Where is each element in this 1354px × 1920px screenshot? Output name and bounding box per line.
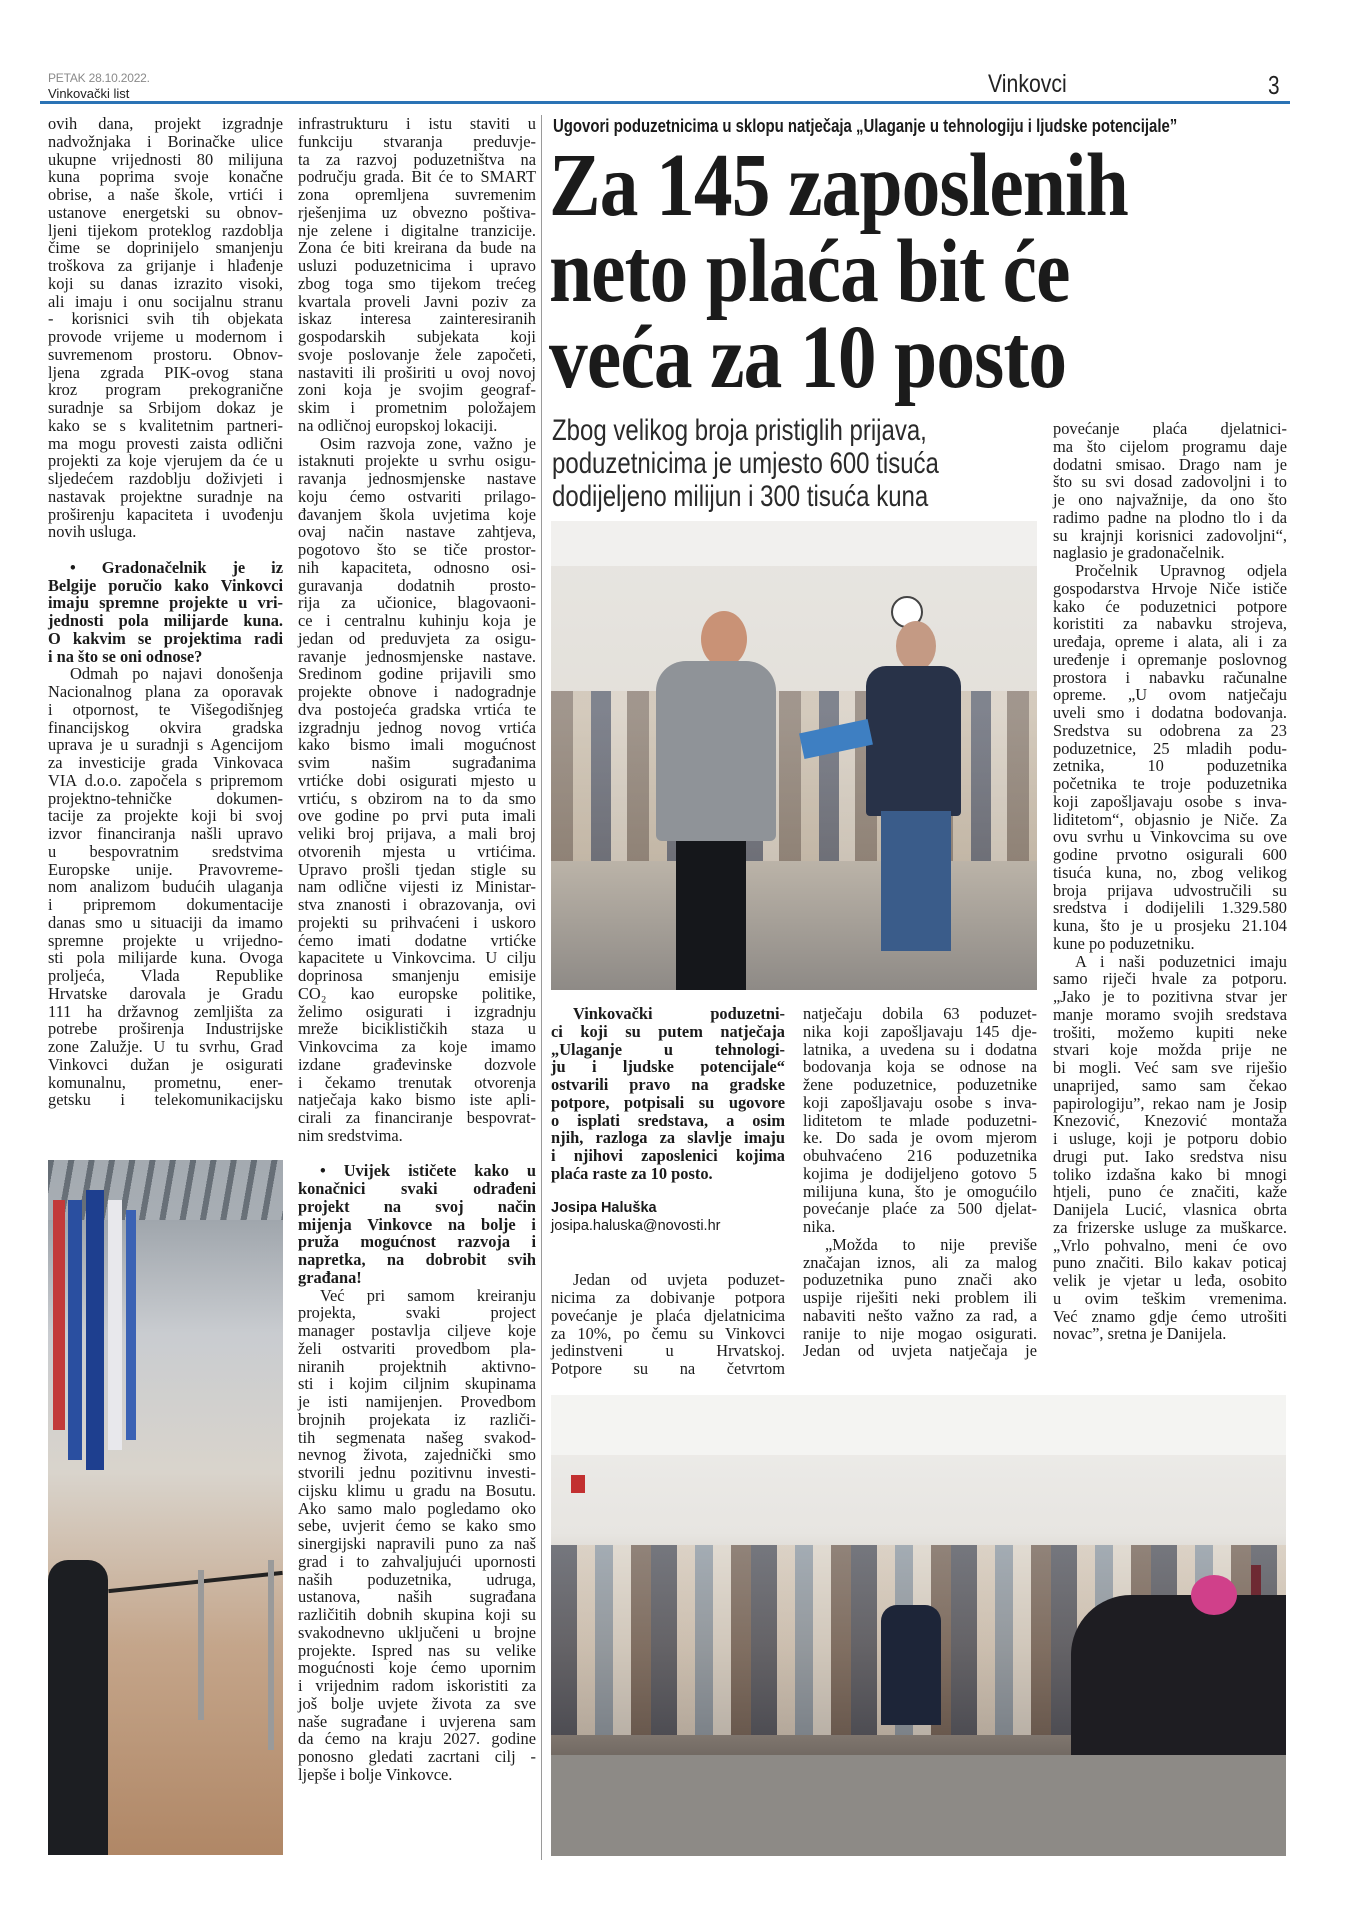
text-line: ma što cijelom programu daje <box>1053 436 1287 456</box>
text-line: cirali za financiranje bespovrat- <box>298 1108 536 1127</box>
text-line: ljepše i bolje Vinkovce. <box>298 1764 453 1784</box>
text-line: građana! <box>298 1267 362 1287</box>
text-line: novac”, sretna je Danijela. <box>1053 1324 1227 1344</box>
text-line: koji su danas izrazito visoki, <box>48 273 283 293</box>
text-line: vrtićke dobi osigurati mjesto u <box>298 770 536 790</box>
text-line: plaća raste za 10 posto. <box>551 1163 713 1183</box>
text-line: „Vrlo pohvalno, meni će ovo <box>1053 1235 1287 1255</box>
text-line: ju i ljudske potencijale“ <box>551 1057 785 1077</box>
text-line: vrtiću, s obzirom na to da smo <box>298 788 536 808</box>
text-line: su krajnji korisnici zadovoljni“, <box>1053 525 1287 545</box>
text-line: Danijela Lucić, vlasnica obrta <box>1053 1200 1287 1219</box>
paragraph <box>298 1287 536 1784</box>
text-line: nom analizom budućih ulaganja <box>48 877 283 897</box>
text-line: potpore, potpisali su ugovore <box>551 1092 785 1112</box>
interview-column-2 <box>298 115 536 1784</box>
text-line: kune po poduzetniku. <box>1053 933 1195 953</box>
text-line: Već znamo gdje ćemo utrošiti <box>1053 1306 1287 1326</box>
text-line: jedinstveni u Hrvatskoj. <box>551 1341 785 1361</box>
text-line: početnika te troje poduzetnika <box>1053 774 1287 793</box>
headline-line: Za 145 zaposlenih <box>549 136 1128 235</box>
text-line: koji zapošljavaju osobe s inva- <box>1053 791 1287 811</box>
text-line: otvorenih mjesta u vrtićima. <box>298 841 536 861</box>
text-line: mreže biciklističkih staza u <box>298 1019 536 1039</box>
text-line: cijsku klimu u gradu na Bosutu. <box>298 1480 536 1500</box>
text-line: kuna, što je u prosjeku 21.104 <box>1053 916 1287 935</box>
text-line: nevnog života, zajednički smo <box>298 1445 536 1465</box>
text-line: zetnika, 10 poduzetnika <box>1053 756 1287 776</box>
paragraph <box>1053 420 1287 562</box>
text-line: unaprijed, samo sam čekao <box>1053 1075 1287 1095</box>
text-line: jedan od preduvjeta za osigu- <box>298 628 536 648</box>
deck-line: poduzetnicima je umjesto 600 tisuća <box>552 447 939 480</box>
text-line: ovaj način nastave zahtjeva, <box>298 522 536 542</box>
text-line: ranije to nije mogao osigurati. <box>803 1323 1037 1343</box>
text-line: naših poduzetnika, udruga, <box>298 1569 536 1589</box>
text-line: đavanjem škola uvjetima koje <box>298 504 536 524</box>
text-line: u bespovratnim sredstvima <box>48 841 283 861</box>
text-line: gospodarskih subjekata koji <box>298 327 536 346</box>
text-line: ljeni tijekom proteklog razdoblja <box>48 220 283 240</box>
headline-line: neto plaća bit će <box>549 222 1070 321</box>
text-line: tacije za projekte koji bi svoj <box>48 806 283 826</box>
article-kicker: Ugovori poduzetnicima u sklopu natječaja „Ulaganje u tehnologiju i ljudske potencijale” <box>553 116 1178 136</box>
text-line: kroz program prekogranične <box>48 380 283 400</box>
text-line: Vinkovci dužan je osigurati <box>48 1054 283 1074</box>
text-line: sebe, uvjerit ćemo se kako smo <box>298 1516 536 1536</box>
text-line: projekti su prihvaćeni i uskoro <box>298 912 536 932</box>
text-line: sti pola milijarde kuna. Ovoga <box>48 948 283 968</box>
text-line: CO₂ kao europske politike, <box>298 983 536 1003</box>
text-line: toliko izdašna kako bi mnogi <box>1053 1164 1287 1184</box>
text-line: tisuća kuna, no, zbog velikog <box>1053 862 1287 882</box>
text-line: A i naši poduzetnici imaju <box>1075 951 1287 971</box>
text-line: i otpornost, te Višegodišnjeg <box>48 699 283 719</box>
text-line: radimo padne na plodno tlo i da <box>1053 507 1287 527</box>
text-line: Jedan od uvjeta natječaja je <box>803 1341 1037 1361</box>
text-line: Vinkovcima za koje imamo <box>298 1037 536 1056</box>
article-column-3 <box>1053 420 1287 1343</box>
text-line: prostora i nabavku računalne <box>1053 667 1287 687</box>
text-line: Vinkovački poduzetni- <box>573 1004 785 1023</box>
text-line: sredstva i dodijelili 1.329.580 <box>1053 898 1287 918</box>
text-line: suvremenom prostoru. Obnov- <box>48 344 283 364</box>
text-line: je ono najvažnije, da ono što <box>1053 490 1287 509</box>
text-line: žene poduzetnice, poduzetnike <box>803 1075 1037 1094</box>
article-lead <box>551 1005 785 1183</box>
headline-line: veća za 10 posto <box>549 308 1067 407</box>
text-line: kako se s kvalitetnim partneri- <box>48 415 283 435</box>
text-line: projekte. Ispred nas su velike <box>298 1640 536 1660</box>
text-line: još bolje uvjete života za sve <box>298 1693 536 1713</box>
text-line: opreme. „U ovom natječaju <box>1053 685 1287 705</box>
author-name: Josipa Haluška <box>551 1200 657 1217</box>
text-line: sljedećem razdoblju doživjeti i <box>48 469 283 488</box>
paragraph <box>298 115 536 435</box>
text-line: ma mogu provesti zaista odlični <box>48 433 283 453</box>
text-line: je isti namijenjen. Provedbom <box>298 1392 536 1411</box>
text-line: projekt na svoj način <box>298 1196 536 1216</box>
text-line: ke. Do sada je ovom mjerom <box>803 1128 1037 1148</box>
text-line: latnika, a uvedena su i dodatna <box>803 1039 1037 1059</box>
text-line: 111 ha državnog zemljišta za <box>48 1001 283 1021</box>
text-line: komunalnu, prometnu, ener- <box>48 1072 283 1092</box>
text-line: Sredstva su odobrena za 23 <box>1053 720 1287 740</box>
text-line: pogotovo što se tiče prostor- <box>298 540 536 559</box>
text-line: brojnih projekata iz različi- <box>298 1409 536 1429</box>
text-line: bodovanja koja se odnose na <box>803 1057 1037 1077</box>
text-line: i njihovi zaposlenici kojima <box>551 1146 785 1165</box>
text-line: papirologiju”, rekao nam je Josip <box>1053 1093 1287 1113</box>
text-line: za frizerske usluge za muškarce. <box>1053 1217 1287 1237</box>
text-line: uprava je u suradnji s Agencijom <box>48 735 283 755</box>
text-line: nabaviti nešto važno za rad, a <box>803 1305 1037 1325</box>
text-line: „Ulaganje u tehnologi- <box>551 1039 785 1059</box>
text-line: liditetom te mlade poduzetni- <box>803 1110 1037 1130</box>
text-line: konačnici svaki odrađeni <box>298 1179 536 1198</box>
text-line: Hrvatske darovala je Gradu <box>48 983 283 1003</box>
text-line: uveli smo i dodatna bodovanja. <box>1053 703 1287 722</box>
text-line: ponosno gledati zacrtani cilj - <box>298 1747 536 1766</box>
deck-line: Zbog velikog broja pristiglih prijava, <box>552 414 927 447</box>
text-line: naše sugrađane i uvjerena sam <box>298 1711 536 1731</box>
text-line: Ako samo malo pogledamo oko <box>298 1498 536 1518</box>
text-line: uređenje i opremanje poslovnog <box>1053 649 1287 669</box>
text-line: rješenjima uz obvezno poštiva- <box>298 202 536 222</box>
text-line: „Možda to nije previše <box>825 1234 1037 1254</box>
text-line: imaju spremne projekte u vri- <box>48 593 283 613</box>
text-line: ravanje jednosmjenske nastave. <box>298 646 536 666</box>
text-line: funkciju stvaranja preduvje- <box>298 131 536 151</box>
text-line: guravanja dodatnih prosto- <box>298 575 536 595</box>
text-line: drugi put. Iako sredstva nisu <box>1053 1146 1287 1166</box>
text-line: njih, razloga za slavlje imaju <box>551 1128 785 1148</box>
paragraph <box>551 1271 785 1378</box>
text-line: nje zelene i digitalne tranzicije. <box>298 220 536 240</box>
text-line: želimo osigurati i izgradnju <box>298 1001 536 1021</box>
text-line: mogućnosti koje ćemo upornim <box>298 1658 536 1678</box>
text-line: poduzetnice, 25 mladih podu- <box>1053 738 1287 758</box>
text-line: usluzi poduzetnicima i upravo <box>298 256 536 275</box>
text-line: Belgije poručio kako Vinkovci <box>48 575 283 595</box>
text-line: milijuna kuna, što je omogućilo <box>803 1181 1037 1201</box>
text-line: financijskog okvira gradska <box>48 717 283 737</box>
text-line: povećanje plaća djelatnici- <box>1053 419 1287 438</box>
text-line: svim našim sugrađanima <box>298 753 536 772</box>
text-line: projektno-tehničke dokumen- <box>48 788 283 808</box>
text-line: sinergijski napravili puno za naš <box>298 1534 536 1553</box>
text-line: broja prijava udvostručili su <box>1053 880 1287 900</box>
text-line: različitih dobnih skupina koji su <box>298 1605 536 1624</box>
issue-date: PETAK 28.10.2022. <box>48 71 150 85</box>
text-line: povećanje je plaća djelatnicima <box>551 1305 785 1325</box>
header-rule <box>40 101 1290 104</box>
text-line: htjeli, puno će značiti, kaže <box>1053 1182 1287 1202</box>
text-line: za 10%, po čemu su Vinkovci <box>551 1323 785 1343</box>
text-line: nastaviti ili proširiti u ovoj novoj <box>298 362 536 382</box>
text-line: čime se doprinijelo smanjenju <box>48 238 283 258</box>
text-line: novih usluga. <box>48 522 137 542</box>
text-line: izgradnju jednog novog vrtića <box>298 717 536 737</box>
text-line: ove godine po prvi puta imali <box>298 806 536 826</box>
text-line: bi mogli. Već sam sve riješio <box>1053 1058 1287 1077</box>
text-line: proširenju kapaciteta i uvođenju <box>48 504 283 524</box>
text-line: želi ostvariti provedbom pla- <box>298 1338 536 1358</box>
text-line: grad i to zahvaljujući upornosti <box>298 1551 536 1571</box>
paragraph <box>803 1236 1037 1360</box>
text-line: i pripremom dokumentacije <box>48 895 283 914</box>
text-line: Pročelnik Upravnog odjela <box>1075 561 1287 580</box>
text-line: Knezović, Knezović montaža <box>1053 1111 1287 1131</box>
text-line: mijenja Vinkovce na bolje i <box>298 1214 536 1234</box>
text-line: značajan iznos, ali za malog <box>803 1252 1037 1272</box>
paragraph-gap <box>551 1254 785 1272</box>
text-line: ustanove energetski su obnov- <box>48 202 283 222</box>
text-line: iskaz interesa zainteresiranih <box>298 309 536 329</box>
text-line: i usluge, koji je potporu dobio <box>1053 1129 1287 1148</box>
text-line: ali imaju i onu socijalnu stranu <box>48 291 283 311</box>
text-line: „Jako je to pozitivna stvar jer <box>1053 987 1287 1006</box>
text-line: da ćemo na kraju 2027. godine <box>298 1729 536 1749</box>
text-line: u ovim teškim vremenima. <box>1053 1288 1287 1308</box>
text-line: stva znanosti i obrazovanja, ovi <box>298 895 536 914</box>
text-line: manager postavlja ciljeve koje <box>298 1321 536 1340</box>
text-line: troškova za grijanje i hlađenje <box>48 256 283 275</box>
text-line: ukupne vrijednosti 80 milijuna <box>48 149 283 169</box>
text-line: izdane građevinske dozvole <box>298 1054 536 1074</box>
text-line: kako će poduzetnici potpore <box>1053 596 1287 616</box>
text-line: sti i kojim ciljnim skupinama <box>298 1374 536 1394</box>
paragraph <box>48 115 283 541</box>
paragraph <box>1053 953 1287 1344</box>
text-line: poduzetnika puno znači ako <box>803 1270 1037 1290</box>
paragraph <box>1053 562 1287 953</box>
text-line: koristiti za nabavku strojeva, <box>1053 614 1287 634</box>
text-line: - korisnici svih tih objekata <box>48 309 283 329</box>
text-line: izvor financiranja našli upravo <box>48 824 283 843</box>
text-line: napretka, na dobrobit svih <box>298 1250 536 1269</box>
article-deck <box>552 414 939 513</box>
paragraph-gap <box>48 541 283 559</box>
interview-question <box>298 1162 536 1286</box>
text-line: provode vrijeme u modernom i <box>48 327 283 346</box>
text-line: istaknuti projekte u svrhu osigu- <box>298 451 536 471</box>
text-line: ostvarili pravo na gradske <box>551 1075 785 1094</box>
text-line: koju ćemo ostvariti prilago- <box>298 486 536 506</box>
text-line: i na što se oni odnose? <box>48 646 203 666</box>
text-line: zbog toga smo tijekom trećeg <box>298 273 536 293</box>
text-line: infrastrukturu i istu staviti u <box>298 114 536 133</box>
text-line: uspije riješiti neki problem ili <box>803 1288 1037 1307</box>
paragraph <box>803 1005 1037 1236</box>
text-line: kojima je dodijeljeno gotovo 5 <box>803 1163 1037 1183</box>
text-line: stvari koje možda prije ne <box>1053 1040 1287 1060</box>
text-line: zoni koja je svojim geograf- <box>298 380 536 400</box>
text-line: proljeća, Vlada Republike <box>48 966 283 985</box>
paragraph-gap <box>298 1145 536 1163</box>
text-line: getsku i telekomunikacijsku <box>48 1090 283 1110</box>
text-line: veliki broj prijava, a mali broj <box>298 824 536 843</box>
text-line: velik je vjetar u leđa, osobito <box>1053 1271 1287 1290</box>
text-line: ta za razvoj poduzetništva na <box>298 149 536 169</box>
text-line: • Uvijek ističete kako u <box>320 1161 536 1181</box>
text-line: Sredinom godine prijavili smo <box>298 664 536 684</box>
interview-column-1 <box>48 115 283 1109</box>
text-line: ovih dana, projekt izgradnje <box>48 114 283 133</box>
text-line: nika. <box>803 1217 836 1236</box>
newspaper-name: Vinkovački list <box>48 86 130 101</box>
text-line: području grada. Bit će to SMART <box>298 167 536 187</box>
text-line: spremne projekte u vrijedno- <box>48 930 283 950</box>
text-line: natječaja kako bismo iste apli- <box>298 1090 536 1110</box>
paragraph <box>298 435 536 1145</box>
text-line: jednosti pola milijarde kuna. <box>48 611 283 630</box>
text-line: i vrijednim radom iskoristiti za <box>298 1676 536 1695</box>
text-line: doprinosa smanjenju emisije <box>298 966 536 985</box>
text-line: Osim razvoja zone, važno je <box>320 433 536 453</box>
text-line: ravanja jednosmjenske nastave <box>298 469 536 488</box>
text-line: projekte obnove i nadogradnje <box>298 682 536 701</box>
text-line: • Gradonačelnik je iz <box>70 557 283 577</box>
text-line: tih segmenata našeg svakod- <box>298 1427 536 1447</box>
text-line: projekta, svaki project <box>298 1303 536 1323</box>
article-column-1 <box>551 1005 785 1378</box>
text-line: kako bismo imali mogućnost <box>298 735 536 755</box>
text-line: VIA d.o.o. započela s pripremom <box>48 770 283 790</box>
column-divider <box>541 115 542 1860</box>
article-column-2 <box>803 1005 1037 1360</box>
photo-audience <box>551 1395 1286 1856</box>
text-line: Potpore su na četvrtom <box>551 1359 785 1378</box>
text-line: za investicije grada Vinkovaca <box>48 753 283 772</box>
text-line: Zona će biti kreirana da bude na <box>298 238 536 258</box>
text-line: nadvožnjaka i Borinačke ulice <box>48 131 283 151</box>
text-line: gospodarstva Hrvoje Niče ističe <box>1053 578 1287 598</box>
text-line: i čekamo trenutak otvorenja <box>298 1072 536 1092</box>
section-title: Vinkovci <box>988 70 1067 98</box>
text-line: naglasio je gradonačelnik. <box>1053 543 1225 563</box>
text-line: nim sredstvima. <box>298 1125 403 1145</box>
text-line: ustanova, naših sugrađana <box>298 1587 536 1607</box>
text-line: nastavak projektne suradnje na <box>48 486 283 506</box>
text-line: danas smo u situaciji da imamo <box>48 912 283 932</box>
text-line: što su svi dosad zadovoljni i to <box>1053 472 1287 492</box>
text-line: ljena zgrada PIK-ovog stana <box>48 362 283 382</box>
paragraph <box>48 665 283 1109</box>
text-line: o isplati sredstava, a osim <box>551 1110 785 1130</box>
text-line: kuna poprima svoje konačne <box>48 167 283 187</box>
text-line: liditetom“, objasnio je Niče. Za <box>1053 809 1287 829</box>
text-line: povećanje plaće za 500 djelat- <box>803 1199 1037 1219</box>
photo-contract-handover <box>551 521 1037 990</box>
text-line: dodatni smisao. Drago nam je <box>1053 454 1287 474</box>
text-line: projekti za koje vjerujem da će u <box>48 451 283 471</box>
text-line: trošiti, možemo kupiti neke <box>1053 1022 1287 1042</box>
text-line: Odmah po najavi donošenja <box>70 664 283 684</box>
text-line: natječaju dobila 63 poduzet- <box>803 1004 1037 1023</box>
paragraph-gap <box>551 1183 785 1201</box>
text-line: samo riječi hvale za potporu. <box>1053 969 1287 989</box>
article-headline <box>549 136 1128 407</box>
text-line: Europske unije. Pravovreme- <box>48 859 283 879</box>
text-line: potrebe proširenja Industrijske <box>48 1019 283 1039</box>
text-line: koji zapošljavaju osobe s inva- <box>803 1092 1037 1112</box>
text-line: nam odlične vijesti iz Ministar- <box>298 877 536 897</box>
paragraph-gap <box>551 1236 785 1254</box>
text-line: Upravo prošli tjedan stigle su <box>298 859 536 879</box>
text-line: nicima za dobivanje potpora <box>551 1288 785 1307</box>
text-line: Jedan od uvjeta poduzet- <box>573 1270 785 1290</box>
deck-line: dodijeljeno milijun i 300 tisuća kuna <box>552 480 929 513</box>
text-line: Nacionalnog plana za oporavak <box>48 682 283 701</box>
text-line: manje moramo svojih sredstava <box>1053 1004 1287 1024</box>
text-line: skim i prometnim položajem <box>298 398 536 417</box>
text-line: na odličnoj europskoj lokaciji. <box>298 415 498 435</box>
text-line: kvartala proveli Javni poziv za <box>298 291 536 311</box>
text-line: ce i centralnu kuhinju koja je <box>298 611 536 630</box>
text-line: svoje poslovanje žele započeti, <box>298 344 536 364</box>
text-line: Već pri samom kreiranju <box>320 1285 536 1305</box>
text-line: suradnje sa Srbijom dokaz je <box>48 398 283 417</box>
text-line: godine prvotno osigurali 600 <box>1053 845 1287 864</box>
text-line: puno značiti. Bilo kakav poticaj <box>1053 1253 1287 1273</box>
text-line: kapacitete u Vinkovcima. U cilju <box>298 948 536 968</box>
text-line: zona opremljena suvremenim <box>298 185 536 204</box>
text-line: ćemo imati dodatne vrtićke <box>298 930 536 950</box>
text-line: O kakvim se projektima radi <box>48 628 283 648</box>
text-line: ovu svrhu u Vinkovcima su ove <box>1053 827 1287 847</box>
text-line: obuhvaćeno 216 poduzetnika <box>803 1146 1037 1165</box>
text-line: dva postojeća gradska vrtića te <box>298 699 536 719</box>
text-line: nika koji zapošljavaju 145 dje- <box>803 1021 1037 1041</box>
text-line: niranih projektnih aktivno- <box>298 1356 536 1376</box>
text-line: zone Zalužje. U tu svrhu, Grad <box>48 1037 283 1056</box>
text-line: ci koji su putem natječaja <box>551 1021 785 1041</box>
text-line: nih kapaciteta, odnosno osi- <box>298 557 536 577</box>
page-number: 3 <box>1268 70 1280 100</box>
text-line: rija za učionice, blagovaoni- <box>298 593 536 613</box>
text-line: uređaja, opreme i alata, ali i za <box>1053 632 1287 651</box>
text-line: obrise, a naše škole, vrtići i <box>48 185 283 204</box>
interview-question <box>48 559 283 666</box>
text-line: pruža mogućnost razvoja i <box>298 1232 536 1252</box>
author-email[interactable]: josipa.haluska@novosti.hr <box>551 1218 721 1234</box>
photo-eu-hall <box>48 1160 283 1855</box>
text-line: stvorili jednu pozitivnu investi- <box>298 1463 536 1482</box>
text-line: svakodnevno uključeni u brojne <box>298 1622 536 1642</box>
